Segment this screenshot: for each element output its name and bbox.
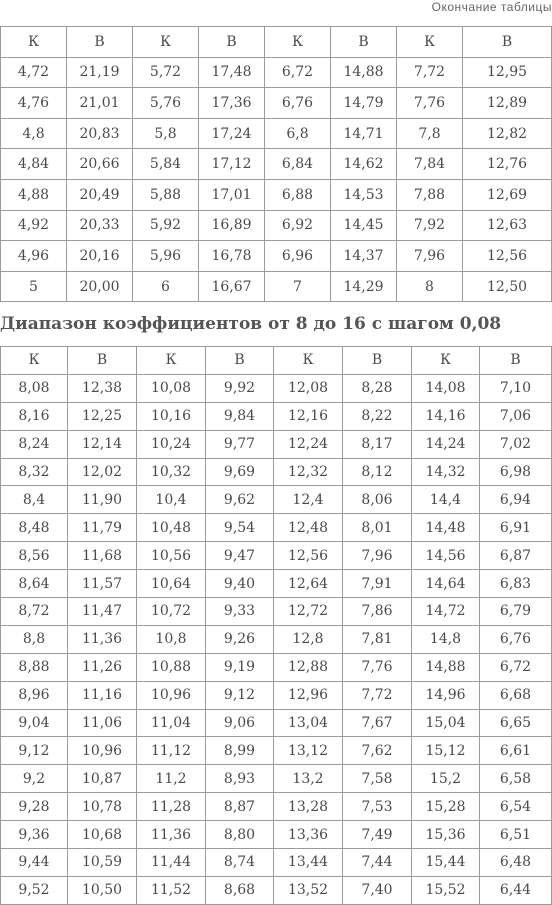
table-cell: 8,72 — [1, 598, 68, 626]
table-cell: 9,47 — [206, 542, 274, 570]
table-cell: 12,50 — [463, 271, 552, 302]
table-cell: 7,92 — [397, 210, 463, 241]
table-row — [1, 210, 552, 241]
table-cell: 7,44 — [343, 849, 412, 877]
table-cell: 9,44 — [1, 849, 68, 877]
table-cell: 9,19 — [206, 653, 274, 681]
column-header: К — [1, 347, 68, 375]
table-cell: 7,40 — [343, 876, 412, 904]
table-row — [1, 88, 552, 119]
table-cell: 20,49 — [67, 179, 133, 210]
table-cell: 9,62 — [206, 486, 274, 514]
table-cell: 9,52 — [1, 876, 68, 904]
table-cell: 12,32 — [274, 458, 343, 486]
table-cell: 7,8 — [397, 118, 463, 149]
table-cell: 7,88 — [397, 179, 463, 210]
table-cell: 6,76 — [265, 88, 331, 119]
table-cell: 10,96 — [68, 737, 137, 765]
table-cell: 9,12 — [206, 681, 274, 709]
column-header: В — [199, 27, 265, 58]
table-cell: 6,98 — [480, 458, 552, 486]
table-cell: 4,92 — [1, 210, 67, 241]
table-cell: 6,72 — [480, 653, 552, 681]
table-cell: 10,8 — [137, 625, 206, 653]
table-cell: 16,67 — [199, 271, 265, 302]
table-cell: 8,01 — [343, 514, 412, 542]
table-cell: 14,96 — [412, 681, 480, 709]
table-cell: 13,04 — [274, 709, 343, 737]
table-cell: 6,84 — [265, 149, 331, 180]
table-cell: 12,95 — [463, 57, 552, 88]
table-cell: 17,01 — [199, 179, 265, 210]
table-cell: 8,64 — [1, 570, 68, 598]
table-cell: 6,92 — [265, 210, 331, 241]
table-cell: 7,02 — [480, 430, 552, 458]
table-cell: 9,92 — [206, 374, 274, 402]
table-cell: 10,08 — [137, 374, 206, 402]
table-cell: 12,64 — [274, 570, 343, 598]
table-cell: 6,58 — [480, 765, 552, 793]
table-cell: 7,53 — [343, 793, 412, 821]
table-cell: 13,52 — [274, 876, 343, 904]
table-cell: 12,14 — [68, 430, 137, 458]
table-cell: 6,65 — [480, 709, 552, 737]
table-cell: 6,68 — [480, 681, 552, 709]
table-cell: 8 — [397, 271, 463, 302]
table-cell: 8,74 — [206, 849, 274, 877]
table-cell: 8,96 — [1, 681, 68, 709]
table-cell: 10,50 — [68, 876, 137, 904]
table-cell: 5 — [1, 271, 67, 302]
table-cell: 5,88 — [133, 179, 199, 210]
table-cell: 8,68 — [206, 876, 274, 904]
table-row — [1, 653, 552, 681]
table-cell: 14,16 — [412, 402, 480, 430]
table-row — [1, 570, 552, 598]
table-cell: 4,84 — [1, 149, 67, 180]
table-cell: 14,64 — [412, 570, 480, 598]
table-cell: 12,4 — [274, 486, 343, 514]
table-body — [1, 57, 552, 302]
table-cell: 7,96 — [343, 542, 412, 570]
table-cell: 7,58 — [343, 765, 412, 793]
table-cell: 4,96 — [1, 241, 67, 272]
table-row — [1, 514, 552, 542]
table-cell: 11,36 — [137, 821, 206, 849]
table-cell: 15,44 — [412, 849, 480, 877]
table-cell: 11,79 — [68, 514, 137, 542]
table-cell: 7,06 — [480, 402, 552, 430]
table-cell: 7,84 — [397, 149, 463, 180]
table-cell: 11,52 — [137, 876, 206, 904]
table-cell: 14,37 — [331, 241, 397, 272]
table-cell: 12,08 — [274, 374, 343, 402]
table-cell: 10,32 — [137, 458, 206, 486]
coefficient-table-8-to-16 — [0, 346, 552, 905]
table-cell: 17,48 — [199, 57, 265, 88]
table-cell: 9,84 — [206, 402, 274, 430]
table-cell: 13,12 — [274, 737, 343, 765]
table-cell: 12,82 — [463, 118, 552, 149]
table-cell: 7,49 — [343, 821, 412, 849]
table-row — [1, 625, 552, 653]
table-cell: 11,04 — [137, 709, 206, 737]
table-cell: 5,8 — [133, 118, 199, 149]
table-row — [1, 821, 552, 849]
table-cell: 7,10 — [480, 374, 552, 402]
table-cell: 7,81 — [343, 625, 412, 653]
table-cell: 7,67 — [343, 709, 412, 737]
table-cell: 7,96 — [397, 241, 463, 272]
table-cell: 5,76 — [133, 88, 199, 119]
table-cell: 13,28 — [274, 793, 343, 821]
table-row — [1, 849, 552, 877]
table-cell: 9,28 — [1, 793, 68, 821]
column-header: К — [412, 347, 480, 375]
table-cell: 11,26 — [68, 653, 137, 681]
table-cell: 20,66 — [67, 149, 133, 180]
table-cell: 14,4 — [412, 486, 480, 514]
table-cell: 12,24 — [274, 430, 343, 458]
table-row — [1, 179, 552, 210]
table-cell: 13,2 — [274, 765, 343, 793]
table-row — [1, 737, 552, 765]
table-cell: 14,29 — [331, 271, 397, 302]
table-cell: 6,76 — [480, 625, 552, 653]
table-row — [1, 430, 552, 458]
table-cell: 14,88 — [331, 57, 397, 88]
table-cell: 14,72 — [412, 598, 480, 626]
table-cell: 14,08 — [412, 374, 480, 402]
table-cell: 16,78 — [199, 241, 265, 272]
coefficient-table-continued — [0, 26, 552, 302]
table-cell: 8,06 — [343, 486, 412, 514]
table-cell: 12,69 — [463, 179, 552, 210]
table-cell: 6,79 — [480, 598, 552, 626]
table-cell: 9,54 — [206, 514, 274, 542]
table-continuation-note: Окончание таблицы — [431, 0, 552, 14]
column-header: К — [1, 27, 67, 58]
table-cell: 14,48 — [412, 514, 480, 542]
column-header: В — [206, 347, 274, 375]
table-row — [1, 402, 552, 430]
table-cell: 17,24 — [199, 118, 265, 149]
table-row — [1, 374, 552, 402]
table-cell: 15,12 — [412, 737, 480, 765]
table-cell: 10,68 — [68, 821, 137, 849]
table-cell: 12,56 — [274, 542, 343, 570]
table-cell: 6,51 — [480, 821, 552, 849]
table-cell: 6,88 — [265, 179, 331, 210]
table-cell: 4,72 — [1, 57, 67, 88]
table-cell: 12,63 — [463, 210, 552, 241]
header-row — [1, 27, 552, 58]
table-row — [1, 241, 552, 272]
table-cell: 20,00 — [67, 271, 133, 302]
table-cell: 6,8 — [265, 118, 331, 149]
table-cell: 10,16 — [137, 402, 206, 430]
section-title: Диапазон коэффициентов от 8 до 16 с шагом 0,08 — [0, 314, 502, 334]
table-header — [1, 27, 552, 58]
table-row — [1, 542, 552, 570]
table-cell: 8,87 — [206, 793, 274, 821]
table-row — [1, 271, 552, 302]
table-cell: 9,40 — [206, 570, 274, 598]
column-header: К — [397, 27, 463, 58]
table-cell: 8,24 — [1, 430, 68, 458]
table-cell: 13,44 — [274, 849, 343, 877]
table-row — [1, 57, 552, 88]
table-cell: 6,91 — [480, 514, 552, 542]
table-cell: 12,96 — [274, 681, 343, 709]
table-cell: 14,8 — [412, 625, 480, 653]
table-cell: 10,59 — [68, 849, 137, 877]
table-cell: 6,72 — [265, 57, 331, 88]
table-cell: 20,83 — [67, 118, 133, 149]
table-cell: 8,93 — [206, 765, 274, 793]
table-cell: 13,36 — [274, 821, 343, 849]
table-cell: 11,06 — [68, 709, 137, 737]
table-cell: 8,08 — [1, 374, 68, 402]
table-cell: 10,48 — [137, 514, 206, 542]
table-cell: 12,38 — [68, 374, 137, 402]
table-cell: 9,26 — [206, 625, 274, 653]
table-cell: 8,4 — [1, 486, 68, 514]
column-header: В — [331, 27, 397, 58]
table-cell: 12,72 — [274, 598, 343, 626]
table-cell: 11,36 — [68, 625, 137, 653]
table-cell: 6,94 — [480, 486, 552, 514]
table-cell: 7,91 — [343, 570, 412, 598]
table-cell: 9,36 — [1, 821, 68, 849]
table-cell: 8,17 — [343, 430, 412, 458]
table-cell: 14,24 — [412, 430, 480, 458]
table-cell: 21,19 — [67, 57, 133, 88]
table-cell: 14,53 — [331, 179, 397, 210]
table-cell: 20,33 — [67, 210, 133, 241]
table-cell: 8,28 — [343, 374, 412, 402]
table-cell: 14,79 — [331, 88, 397, 119]
table-cell: 11,90 — [68, 486, 137, 514]
column-header: К — [133, 27, 199, 58]
table-cell: 11,44 — [137, 849, 206, 877]
table-row — [1, 876, 552, 904]
table-cell: 11,47 — [68, 598, 137, 626]
table-cell: 14,62 — [331, 149, 397, 180]
table-cell: 15,04 — [412, 709, 480, 737]
table-cell: 7,86 — [343, 598, 412, 626]
table-cell: 8,80 — [206, 821, 274, 849]
table-cell: 10,64 — [137, 570, 206, 598]
table-cell: 17,12 — [199, 149, 265, 180]
table-cell: 9,69 — [206, 458, 274, 486]
table-cell: 10,96 — [137, 681, 206, 709]
table-cell: 7,62 — [343, 737, 412, 765]
table-cell: 14,56 — [412, 542, 480, 570]
table-cell: 9,04 — [1, 709, 68, 737]
table-cell: 14,88 — [412, 653, 480, 681]
table-cell: 9,12 — [1, 737, 68, 765]
table-cell: 10,78 — [68, 793, 137, 821]
table-cell: 21,01 — [67, 88, 133, 119]
table-cell: 7,72 — [397, 57, 463, 88]
table-cell: 9,06 — [206, 709, 274, 737]
table-cell: 10,87 — [68, 765, 137, 793]
table-cell: 11,2 — [137, 765, 206, 793]
table-row — [1, 458, 552, 486]
table-cell: 5,72 — [133, 57, 199, 88]
table-cell: 15,52 — [412, 876, 480, 904]
column-header: В — [67, 27, 133, 58]
table-cell: 5,92 — [133, 210, 199, 241]
table-cell: 8,32 — [1, 458, 68, 486]
table-cell: 8,16 — [1, 402, 68, 430]
table-cell: 8,22 — [343, 402, 412, 430]
table-cell: 9,2 — [1, 765, 68, 793]
column-header: В — [68, 347, 137, 375]
table-cell: 4,8 — [1, 118, 67, 149]
table-row — [1, 118, 552, 149]
table-cell: 12,76 — [463, 149, 552, 180]
column-header: В — [463, 27, 552, 58]
table-cell: 14,45 — [331, 210, 397, 241]
table-cell: 10,72 — [137, 598, 206, 626]
table-cell: 6,96 — [265, 241, 331, 272]
table-cell: 7,76 — [343, 653, 412, 681]
column-header: К — [137, 347, 206, 375]
table-cell: 4,76 — [1, 88, 67, 119]
table-cell: 15,2 — [412, 765, 480, 793]
table-row — [1, 486, 552, 514]
table-header — [1, 347, 552, 375]
column-header: К — [265, 27, 331, 58]
table-cell: 9,77 — [206, 430, 274, 458]
column-header: В — [480, 347, 552, 375]
table-cell: 8,99 — [206, 737, 274, 765]
table-cell: 11,68 — [68, 542, 137, 570]
table-cell: 6,44 — [480, 876, 552, 904]
table-cell: 12,56 — [463, 241, 552, 272]
table-cell: 6,61 — [480, 737, 552, 765]
table-cell: 11,16 — [68, 681, 137, 709]
table-cell: 20,16 — [67, 241, 133, 272]
column-header: К — [274, 347, 343, 375]
table-cell: 8,12 — [343, 458, 412, 486]
table-cell: 14,71 — [331, 118, 397, 149]
table-cell: 12,89 — [463, 88, 552, 119]
table-cell: 8,8 — [1, 625, 68, 653]
table-cell: 5,96 — [133, 241, 199, 272]
table-cell: 15,28 — [412, 793, 480, 821]
table-cell: 12,02 — [68, 458, 137, 486]
table-cell: 12,16 — [274, 402, 343, 430]
column-header: В — [343, 347, 412, 375]
table-cell: 11,57 — [68, 570, 137, 598]
table-cell: 8,88 — [1, 653, 68, 681]
table-cell: 11,12 — [137, 737, 206, 765]
table-row — [1, 598, 552, 626]
table-cell: 6,48 — [480, 849, 552, 877]
table-cell: 10,24 — [137, 430, 206, 458]
table-cell: 15,36 — [412, 821, 480, 849]
table-cell: 4,88 — [1, 179, 67, 210]
table-cell: 16,89 — [199, 210, 265, 241]
table-cell: 11,28 — [137, 793, 206, 821]
table-row — [1, 681, 552, 709]
table-cell: 6,83 — [480, 570, 552, 598]
table-cell: 7 — [265, 271, 331, 302]
table-cell: 12,88 — [274, 653, 343, 681]
table-cell: 10,4 — [137, 486, 206, 514]
table-row — [1, 793, 552, 821]
table-cell: 8,48 — [1, 514, 68, 542]
table-cell: 6,87 — [480, 542, 552, 570]
table-cell: 7,72 — [343, 681, 412, 709]
table-cell: 14,32 — [412, 458, 480, 486]
table-cell: 5,84 — [133, 149, 199, 180]
table-row — [1, 149, 552, 180]
table-cell: 12,48 — [274, 514, 343, 542]
table-cell: 6,54 — [480, 793, 552, 821]
table-cell: 12,25 — [68, 402, 137, 430]
header-row — [1, 347, 552, 375]
table-cell: 17,36 — [199, 88, 265, 119]
table-cell: 10,56 — [137, 542, 206, 570]
table-cell: 8,56 — [1, 542, 68, 570]
table-row — [1, 765, 552, 793]
table-cell: 7,76 — [397, 88, 463, 119]
table-row — [1, 709, 552, 737]
table-cell: 6 — [133, 271, 199, 302]
table-cell: 9,33 — [206, 598, 274, 626]
table-cell: 12,8 — [274, 625, 343, 653]
table-body — [1, 374, 552, 904]
table-cell: 10,88 — [137, 653, 206, 681]
